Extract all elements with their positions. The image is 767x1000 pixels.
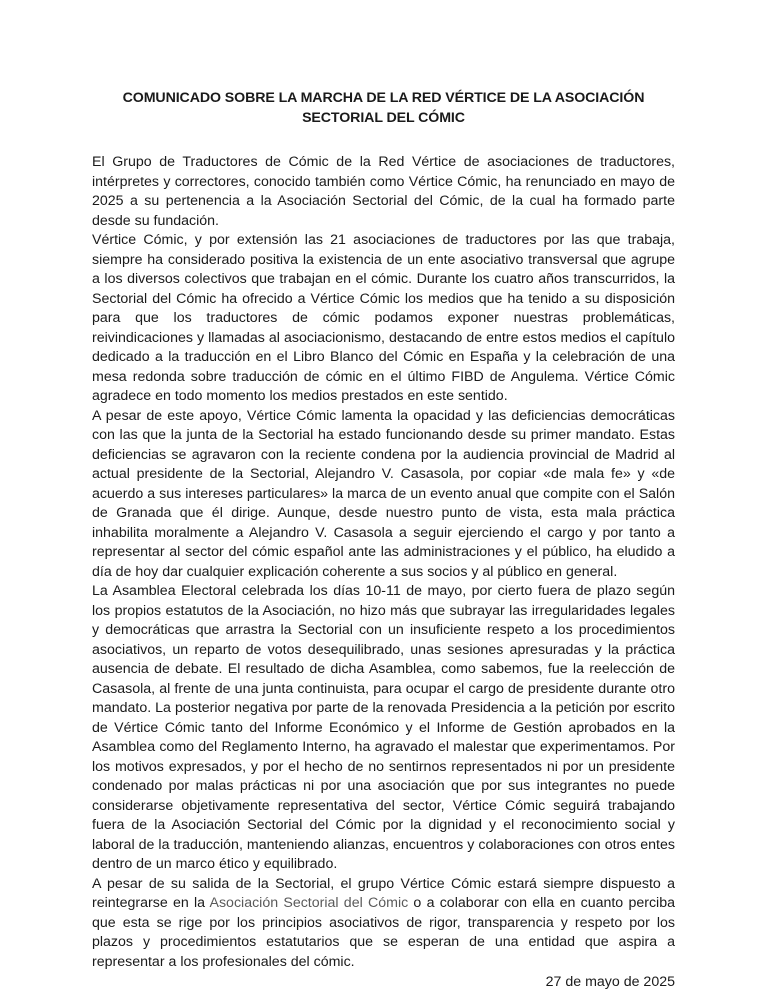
title-line-1: COMUNICADO SOBRE LA MARCHA DE LA RED VÉRTICE DE LA ASOCIACIÓN bbox=[122, 90, 645, 106]
paragraph-5-text-after: o a colaborar con ella en cuanto perciba que esta se rige por los principios asociativos de rigor, transparencia y respeto por los plazos y procedimientos estatutarios que se esperan de una entidad que aspira a representar a los profesionales del cómic. bbox=[92, 895, 675, 970]
document-title bbox=[92, 88, 675, 128]
paragraph-2: Vértice Cómic, y por extensión las 21 asociaciones de traductores por las que trabaja, siempre ha considerado positiva la existencia de un ente asociativo transversal que agrupe a los diversos colectivos que trabajan en el cómic. Durante los cuatro años transcurridos, la Sectorial del Cómic ha ofrecido a Vértice Cómic los medios que ha tenido a su disposición para que los traductores de cómic podamos exponer nuestras problemáticas, reivindicaciones y llamadas al asociacionismo, destacando de entre estos medios el capítulo dedicado a la traducción en el Libro Blanco del Cómic en España y la celebración de una mesa redonda sobre traducción de cómic en el último FIBD de Angulema. Vértice Cómic agradece en todo momento los medios prestados en este sentido. bbox=[92, 232, 675, 404]
paragraph-1: El Grupo de Traductores de Cómic de la Red Vértice de asociaciones de traductores, intérpretes y correctores, conocido también como Vértice Cómic, ha renunciado en mayo de 2025 a su pertenencia a la Asociación Sectorial del Cómic, de la cual ha formado parte desde su fundación. bbox=[92, 154, 675, 229]
paragraph-4: La Asamblea Electoral celebrada los días 10-11 de mayo, por cierto fuera de plazo según los propios estatutos de la Asociación, no hizo más que subrayar las irregularidades legales y democráticas que arrastra la Sectorial con un insuficiente respeto a los procedimientos asociativos, un reparto de votos desequilibrado, unas sesiones apresuradas y la práctica ausencia de debate. El resultado de dicha Asamblea, como sabemos, fue la reelección de Casasola, al frente de una junta continuista, para ocupar el cargo de presidente durante otro mandato. La posterior negativa por parte de la renovada Presidencia a la petición por escrito de Vértice Cómic tanto del Informe Económico y el Informe de Gestión aprobados en la Asamblea como del Reglamento Interno, ha agravado el malestar que experimentamos. Por los motivos expresados, y por el hecho de no sentirnos representados ni por un presidente condenado por malas prácticas ni por una asociación que por sus integrantes no puede considerarse objetivamente representativa del sector, Vértice Cómic seguirá trabajando fuera de la Asociación Sectorial del Cómic por la dignidad y el reconocimiento social y laboral de la traducción, manteniendo alianzas, encuentros y colaboraciones con otros entes dentro de un marco ético y equilibrado. bbox=[92, 583, 675, 872]
title-line-2: SECTORIAL DEL CÓMIC bbox=[302, 110, 465, 126]
paragraph-5 bbox=[92, 875, 675, 973]
paragraph-5-text-before: A pesar de su salida de la Sectorial, el grupo Vértice Cómic estará siempre dispuesto a reintegrarse en la bbox=[92, 875, 675, 911]
document-page bbox=[92, 88, 675, 993]
asociacion-sectorial-link[interactable]: Asociación Sectorial del Cómic bbox=[209, 895, 409, 911]
document-date: 27 de mayo de 2025 bbox=[545, 974, 675, 990]
paragraph-3: A pesar de este apoyo, Vértice Cómic lamenta la opacidad y las deficiencias democráticas con las que la junta de la Sectorial ha estado funcionando desde su primer mandato. Estas deficiencias se agravaron con la reciente condena por la audiencia provincial de Madrid al actual presidente de la Sectorial, Alejandro V. Casasola, por copiar «de mala fe» y «de acuerdo a sus intereses particulares» la marca de un evento anual que compite con el Salón de Granada que él dirige. Aunque, desde nuestro punto de vista, esta mala práctica inhabilita moralmente a Alejandro V. Casasola a seguir ejerciendo el cargo y por tanto a representar al sector del cómic español ante las administraciones y el público, ha eludido a día de hoy dar cualquier explicación coherente a sus socios y al público en general. bbox=[92, 407, 675, 580]
